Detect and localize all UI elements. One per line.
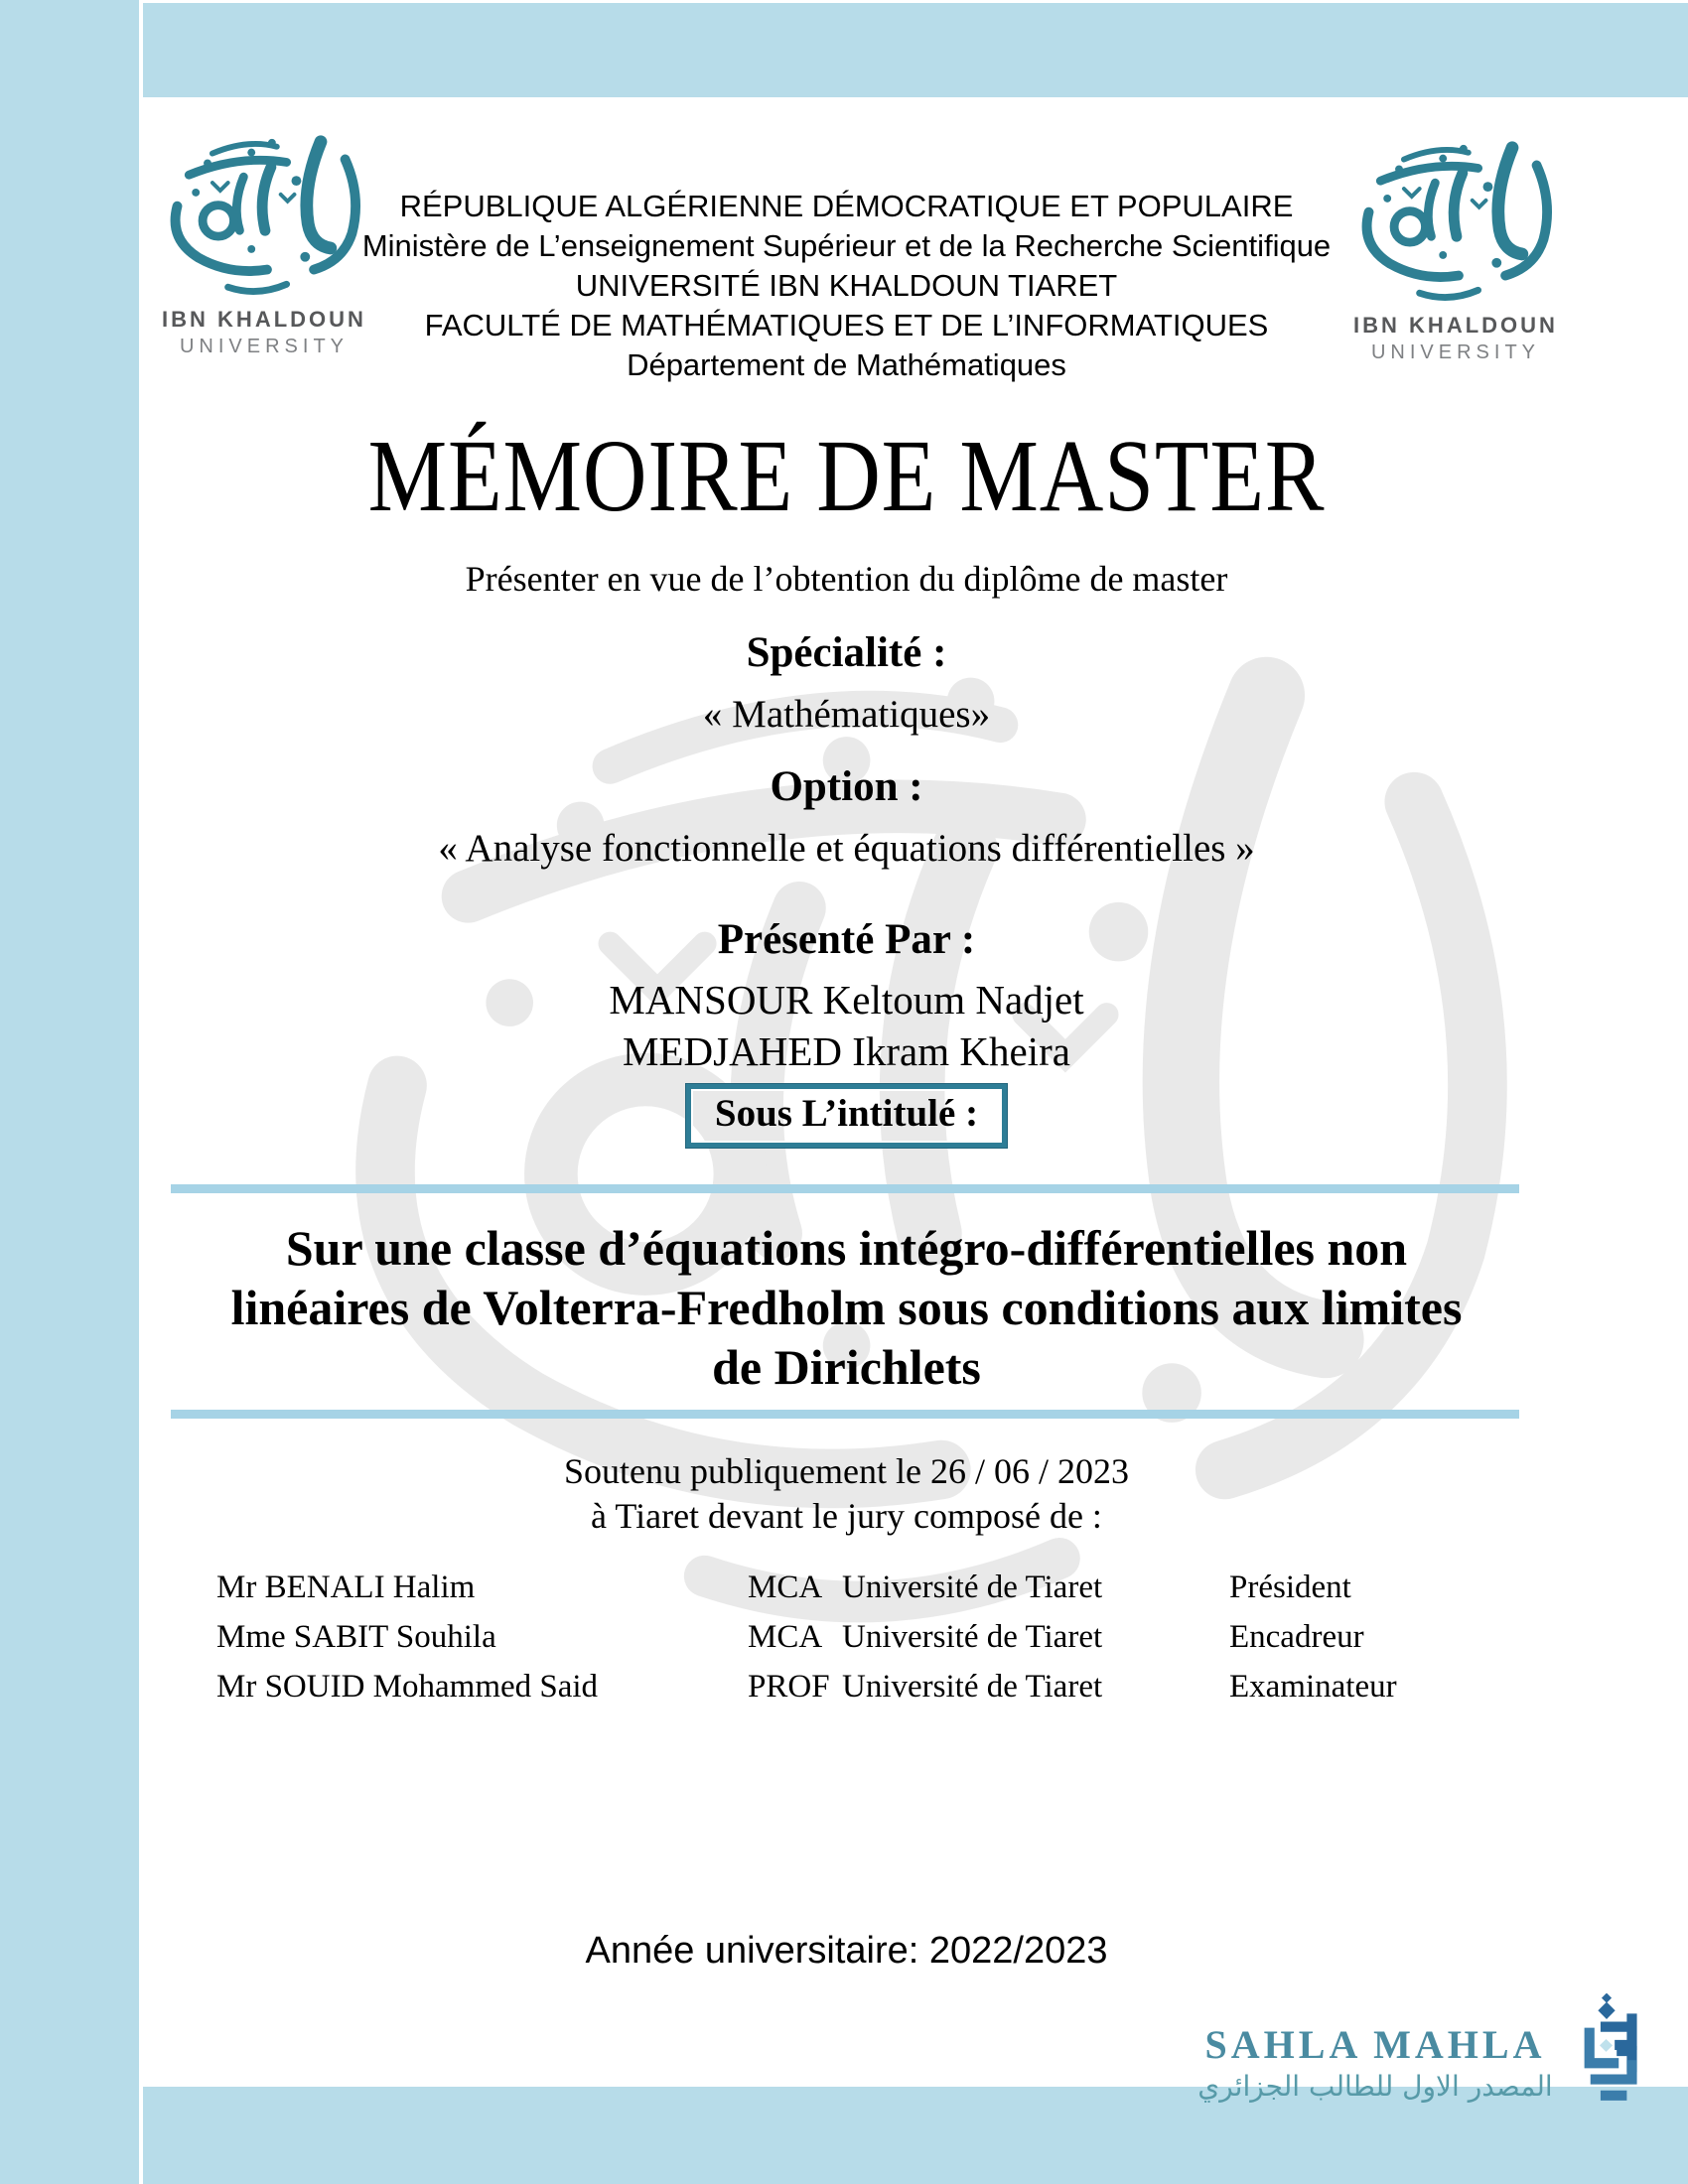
- jury-role: Examinateur: [1229, 1668, 1397, 1705]
- jury-row: [169, 1662, 1524, 1711]
- thesis-title: [169, 1218, 1524, 1397]
- defense-date-line: Soutenu publiquement le 26 / 06 / 2023: [564, 1451, 1129, 1491]
- left-decorative-band: [0, 0, 139, 2184]
- university-logo-left: [145, 130, 383, 358]
- jury-grade: PROF: [748, 1668, 830, 1705]
- thesis-title-line-3: de Dirichlets: [712, 1339, 981, 1395]
- option-value: « Analyse fonctionnelle et équations différentielles »: [438, 827, 1255, 870]
- university-logo-right: [1336, 136, 1575, 364]
- jury-institution: Université de Tiaret: [842, 1668, 1103, 1705]
- republic-line: RÉPUBLIQUE ALGÉRIENNE DÉMOCRATIQUE ET POPULAIRE: [399, 189, 1294, 223]
- jury-role: Encadreur: [1229, 1618, 1364, 1655]
- jury-grade: MCA: [748, 1569, 823, 1605]
- defense-place-line: à Tiaret devant le jury composé de :: [591, 1496, 1102, 1536]
- brand-block: [1187, 2021, 1564, 2103]
- university-name-en: IBN KHALDOUN: [162, 307, 366, 332]
- brand-name: SAHLA MAHLA: [1204, 2022, 1546, 2067]
- option-label: Option :: [770, 763, 923, 810]
- university-word-en: UNIVERSITY: [1370, 341, 1541, 363]
- degree-subtitle: Présenter en vue de l’obtention du diplôme de master: [465, 559, 1228, 599]
- author-name-2: MEDJAHED Ikram Kheira: [623, 1028, 1070, 1074]
- academic-year: Année universitaire: 2022/2023: [585, 1930, 1108, 1972]
- presented-by-label: Présenté Par :: [717, 916, 976, 963]
- ministry-line: Ministère de L’enseignement Supérieur et de la Recherche Scientifique: [361, 228, 1332, 263]
- thesis-title-line-1: Sur une classe d’équations intégro-différentielles non: [285, 1220, 1408, 1276]
- university-calligraphy-icon: [1345, 136, 1566, 307]
- department-line: Département de Mathématiques: [627, 347, 1066, 382]
- jury-grade: MCA: [748, 1618, 823, 1655]
- entitled-box-wrap: [169, 1084, 1524, 1148]
- jury-role: Président: [1229, 1569, 1351, 1605]
- jury-table: [169, 1563, 1524, 1711]
- top-decorative-band: [143, 3, 1688, 97]
- jury-row: [169, 1612, 1524, 1662]
- jury-name: Mme SABIT Souhila: [216, 1618, 496, 1655]
- jury-name: Mr BENALI Halim: [216, 1569, 476, 1605]
- thesis-title-line-2: linéaires de Volterra-Fredholm sous conditions aux limites: [230, 1280, 1463, 1335]
- university-name-en: IBN KHALDOUN: [1353, 313, 1558, 338]
- university-word-en: UNIVERSITY: [179, 336, 350, 357]
- university-line: UNIVERSITÉ IBN KHALDOUN TIARET: [575, 268, 1118, 303]
- jury-institution: Université de Tiaret: [842, 1569, 1103, 1605]
- jury-name: Mr SOUID Mohammed Said: [216, 1668, 599, 1705]
- entitled-label-box: Sous L’intitulé :: [686, 1084, 1007, 1148]
- specialty-value: « Mathématiques»: [702, 693, 991, 736]
- jury-row: [169, 1563, 1524, 1612]
- author-name-1: MANSOUR Keltoum Nadjet: [609, 977, 1084, 1023]
- defense-info: [169, 1449, 1524, 1539]
- faculty-line: FACULTÉ DE MATHÉMATIQUES ET DE L’INFORMATIQUES: [424, 308, 1269, 342]
- brand-mark-icon: [1569, 1993, 1642, 2105]
- jury-institution: Université de Tiaret: [842, 1618, 1103, 1655]
- brand-tagline-arabic: المصدر الاول للطالب الجزائري: [1197, 2070, 1553, 2103]
- document-type-title: MÉMOIRE DE MASTER: [367, 419, 1326, 533]
- title-rule-bottom: [171, 1410, 1519, 1419]
- title-rule-top: [171, 1184, 1519, 1193]
- university-calligraphy-icon: [154, 130, 374, 301]
- specialty-label: Spécialité :: [746, 629, 947, 676]
